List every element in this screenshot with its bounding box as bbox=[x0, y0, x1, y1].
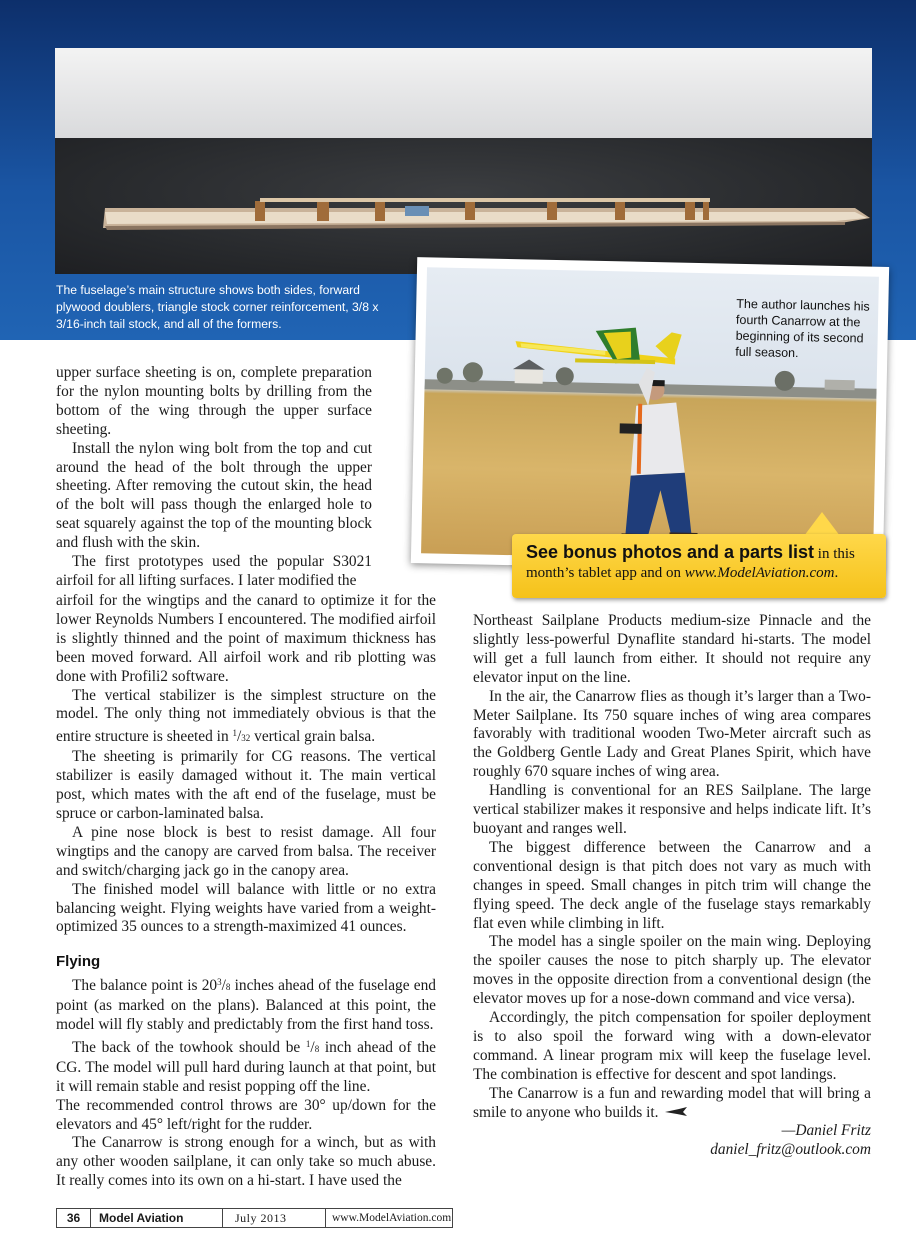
bonus-headline: See bonus photos and a parts list bbox=[526, 542, 815, 562]
bonus-url-link[interactable]: www.ModelAviation.com bbox=[684, 565, 835, 581]
launch-photo-caption: The author launches his fourth Canarrow at the beginning of its second full season. bbox=[735, 296, 870, 361]
author-email[interactable]: daniel_fritz@outlook.com bbox=[710, 1141, 871, 1159]
bonus-rest: in this bbox=[814, 546, 855, 562]
paragraph: The vertical stabilizer is the simplest structure on the model. The only thing not immediately obvious is that the entire structure is sheeted in $^1$/32 vertical grain balsa. bbox=[56, 686, 436, 746]
end-mark-icon bbox=[665, 1107, 687, 1116]
paragraph: Install the nylon wing bolt from the top and cut around the head of the bolt through the upper sheeting. After removing the cutout skin, the head of the bolt will pass though the enlarged hole to seat squarely against the top of the mounting block and flush with the skin. bbox=[56, 439, 372, 552]
section-heading-flying: Flying bbox=[56, 953, 101, 971]
fuselage-photo-caption: The fuselage’s main structure shows both sides, forward plywood doublers, triangle stock corner reinforcement, 3/8 x 3/16-inch tail stock, and all of the formers. bbox=[56, 283, 379, 331]
paragraph: The first prototypes used the popular S3021 airfoil for all lifting surfaces. I later modified the bbox=[56, 553, 372, 589]
paragraph: Accordingly, the pitch compensation for spoiler deployment is to also spoil the forward wing with a down-elevator command. A linear program mix will keep the fuselage level. The combination is effective for descent and spot landings. bbox=[473, 1009, 871, 1083]
author-name: —Daniel Fritz bbox=[781, 1122, 871, 1140]
page-number: 36 bbox=[57, 1209, 91, 1227]
paragraph-final: The Canarrow is a fun and rewarding model that will bring a smile to anyone who builds it. bbox=[473, 1084, 871, 1121]
paragraph: The finished model will balance with little or no extra balancing weight. Flying weights have varied from a weight-optimized 35 ounces to a strength-maximized 41 ounces. bbox=[56, 880, 436, 936]
right-column bbox=[473, 612, 871, 1160]
page-footer bbox=[56, 1208, 453, 1228]
paragraph: The back of the towhook should be $^1$/8 inch ahead of the CG. The model will pull hard during launch at that point, but it will remain stable and resist popping off the line. bbox=[56, 1038, 436, 1095]
paragraph: The balance point is $20^3/8$ inches ahead of the fuselage end point (as marked on the plans). Balanced at this point, the model will fly stably and predictably from the first hand toss. bbox=[56, 977, 436, 1034]
paragraph: The biggest difference between the Canarrow and a conventional design is that pitch does not vary as much with changes in speed. Small changes in pitch trim will change the flying speed. The deck angle of the fuselage stays remarkably flat even while climbing in lift. bbox=[473, 838, 871, 932]
left-column-top bbox=[56, 364, 436, 591]
paragraph: upper surface sheeting is on, complete preparation for the nylon mounting bolts by drilling from the bottom of the wing through the upper surface sheeting. bbox=[56, 364, 372, 438]
bonus-line2-prefix: month’s tablet app and on bbox=[526, 565, 685, 581]
paragraph: The recommended control throws are 30° up/down for the elevators and 45° left/right for the rudder. bbox=[56, 1096, 436, 1133]
paragraph: airfoil for the wingtips and the canard to optimize it for the lower Reynolds Numbers I encountered. The modified airfoil is slightly thinned and the point of maximum thickness has been moved forward. All airfoil work and rib plotting was done with Profili2 software. bbox=[56, 592, 436, 685]
bonus-line2-suffix: . bbox=[834, 565, 839, 581]
paragraph: A pine nose block is best to resist damage. All four wingtips and the canopy are carved from balsa. The receiver and switch/charging jack go in the canopy area. bbox=[56, 823, 436, 879]
bonus-callout bbox=[512, 534, 886, 598]
footer-url-link[interactable]: www.ModelAviation.com bbox=[332, 1212, 452, 1224]
paragraph: Northeast Sailplane Products medium-size Pinnacle and the slightly less-powerful Dynaflite standard hi-starts. The model will get a full launch from either. It should not require any elevator input on the line. bbox=[473, 612, 871, 686]
magazine-name: Model Aviation bbox=[91, 1209, 223, 1227]
paragraph: The model has a single spoiler on the main wing. Deploying the spoiler causes the nose to pitch sharply up. The elevator moves in the opposite direction from a conventional design (the elevator moves up for a nose-down command and vice versa). bbox=[473, 933, 871, 1008]
paragraph: The Canarrow is strong enough for a winch, but as with any other wooden sailplane, it can only take so much abuse. It really comes into its own on a hi-start. I have used the bbox=[56, 1134, 436, 1190]
fuselage-photo bbox=[55, 48, 872, 274]
left-column bbox=[56, 592, 436, 1191]
bonus-callout-pointer bbox=[804, 512, 840, 536]
paragraph: Handling is conventional for an RES Sailplane. The large vertical stabilizer makes it responsive and helps indicate lift. It’s buoyant and ranges well. bbox=[473, 782, 871, 837]
paragraph: In the air, the Canarrow flies as though it’s larger than a Two-Meter Sailplane. Its 750 square inches of wing area compares favorably with traditional wooden Two-Meter aircraft such as the Goldberg Gentle Lady and Great Planes Spirit, which have roughly 670 square inches of wing area. bbox=[473, 687, 871, 781]
paragraph: The sheeting is primarily for CG reasons. The vertical stabilizer is easily damaged without it. The main vertical post, which mates with the aft end of the fuselage, must be spruce or carbon-laminated balsa. bbox=[56, 748, 436, 822]
issue-date: July 2013 bbox=[223, 1209, 326, 1227]
